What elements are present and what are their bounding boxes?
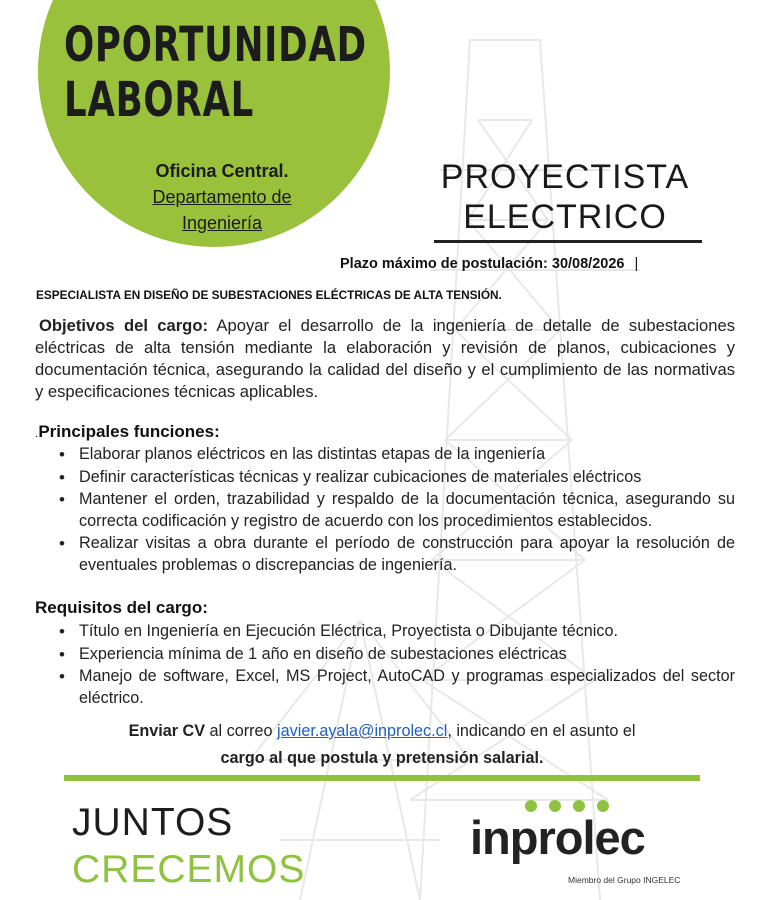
position-title-underline [434, 240, 702, 243]
functions-title [35, 422, 220, 442]
functions-title-text: Principales funciones: [38, 422, 220, 441]
list-item: • Manejo de software, Excel, MS Project, AutoCAD y programas especializados del sector eléctrico. [79, 666, 735, 709]
objectives-paragraph [35, 315, 735, 403]
send-text: al correo [205, 722, 278, 740]
email-link[interactable]: javier.ayala@inprolec.cl [277, 722, 448, 740]
send-cv-label: Enviar CV [128, 722, 206, 740]
specialist-heading: ESPECIALISTA EN DISEÑO DE SUBESTACIONES ELÉCTRICAS DE ALTA TENSIÓN. [36, 288, 502, 302]
list-item: • Definir características técnicas y realizar cubicaciones de materiales eléctricos [79, 467, 735, 489]
requirements-list [35, 621, 735, 710]
list-item: • Experiencia mínima de 1 año en diseño de subestaciones eléctricas [79, 644, 735, 666]
department-line-2: Ingeniería [181, 213, 263, 233]
slogan-line-2: CRECEMOS [72, 848, 306, 891]
department-line-1: Departamento de [152, 187, 292, 207]
headline-line-1: OPORTUNIDAD [64, 17, 367, 73]
position-title [420, 157, 710, 237]
application-deadline [340, 256, 638, 272]
inprolec-logo: inprolec [470, 811, 645, 864]
functions-prefix: . [35, 426, 39, 440]
subject-instruction: cargo al que postula y pretensión salarial. [220, 749, 544, 767]
list-item: • Título en Ingeniería en Ejecución Eléctrica, Proyectista o Dibujante técnico. [79, 621, 735, 643]
deadline-text: Plazo máximo de postulación: 30/08/2026 [340, 256, 625, 272]
logo-subtitle: Miembro del Grupo INGELEC [568, 875, 681, 885]
deadline-bar: | [634, 256, 639, 272]
list-item: • Realizar visitas a obra durante el período de construcción para apoyar la resolución de eventuales problemas o discrepancias de ingeniería. [79, 533, 735, 576]
position-title-line-1: PROYECTISTA [440, 158, 690, 196]
slogan-line-1: JUNTOS [72, 801, 234, 844]
application-instructions [0, 718, 764, 772]
list-item: • Mantener el orden, trazabilidad y respaldo de la documentación técnica, asegurando su correcta codificación y registro de acuerdo con los procedimientos establecidos. [79, 489, 735, 532]
objectives-text: Apoyar el desarrollo de la ingeniería de detalle de subestaciones eléctricas de alta tensión mediante la elaboración y revisión de planos, cubicaciones y documentación técnica, asegurando la calidad del diseño y el cumplimiento de las normativas y especificaciones técnicas aplicables. [35, 316, 735, 401]
position-title-line-2: ELECTRICO [463, 198, 667, 236]
functions-list [35, 444, 735, 577]
requirements-title: Requisitos del cargo: [35, 598, 208, 617]
after-email-text: , indicando en el asunto el [447, 722, 636, 740]
headline-line-2: LABORAL [64, 72, 255, 128]
objectives-label: Objetivos del cargo: [39, 316, 208, 335]
list-item: • Elaborar planos eléctricos en las distintas etapas de la ingeniería [79, 444, 735, 466]
office-block [112, 158, 332, 236]
footer-divider [64, 775, 700, 781]
headline [64, 18, 367, 128]
office-name: Oficina Central. [155, 161, 289, 181]
